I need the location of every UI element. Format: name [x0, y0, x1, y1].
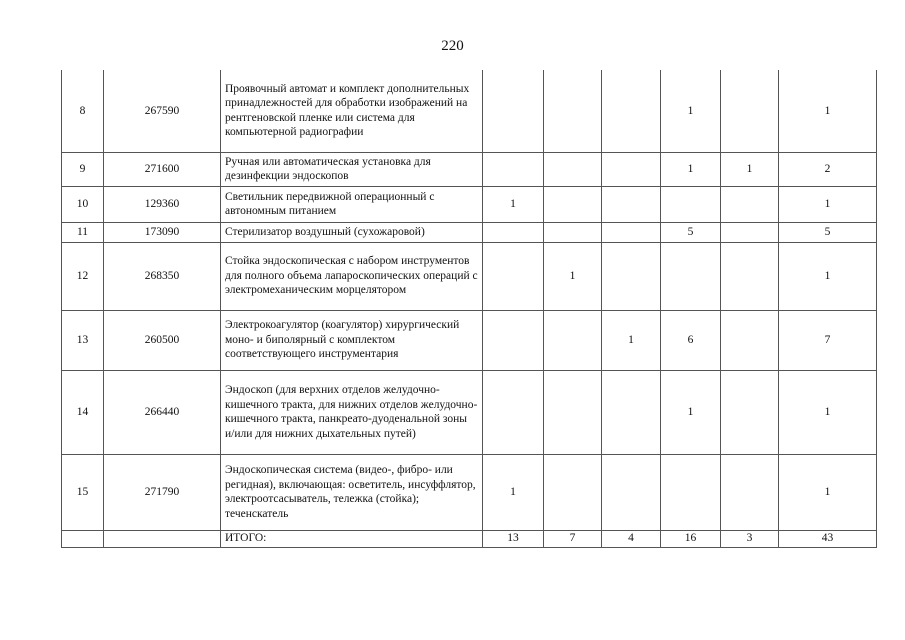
cell-q4: 6: [661, 310, 721, 370]
cell-code: 266440: [104, 370, 221, 454]
cell-q5: [721, 186, 779, 222]
cell-q3: [602, 70, 661, 152]
cell-q4: 1: [661, 370, 721, 454]
cell-code: 260500: [104, 310, 221, 370]
cell-total: 1: [779, 454, 877, 530]
cell-no: 14: [62, 370, 104, 454]
cell-code: 271790: [104, 454, 221, 530]
cell-q4: 1: [661, 152, 721, 186]
table-row: [62, 186, 877, 222]
cell-q4: [661, 242, 721, 310]
cell-q4: 1: [661, 70, 721, 152]
table-row: [62, 310, 877, 370]
cell-q1: 1: [483, 186, 544, 222]
totals-label: ИТОГО:: [221, 530, 483, 547]
table-body: [62, 70, 877, 547]
cell-total: 1: [779, 370, 877, 454]
totals-q5: 3: [721, 530, 779, 547]
cell-name: Стойка эндоскопическая с набором инструментов для полного объема лапароскопических операций с электромеханическим морцелятором: [221, 242, 483, 310]
cell-name: Светильник передвижной операционный с автономным питанием: [221, 186, 483, 222]
cell-code: 271600: [104, 152, 221, 186]
cell-q4: [661, 186, 721, 222]
cell-q2: [544, 370, 602, 454]
cell-q3: [602, 222, 661, 242]
cell-total: 2: [779, 152, 877, 186]
cell-q1: [483, 242, 544, 310]
cell-total: 1: [779, 70, 877, 152]
table-row: [62, 242, 877, 310]
cell-q1: [483, 70, 544, 152]
cell-name: Проявочный автомат и комплект дополнительных принадлежностей для обработки изображений на рентгеновской пленке или система для компьютерной радиографии: [221, 70, 483, 152]
cell-no: 12: [62, 242, 104, 310]
cell-q5: [721, 222, 779, 242]
cell-no: 8: [62, 70, 104, 152]
totals-q3: 4: [602, 530, 661, 547]
table-row: [62, 70, 877, 152]
cell-q2: [544, 310, 602, 370]
cell-no: 10: [62, 186, 104, 222]
totals-q2: 7: [544, 530, 602, 547]
cell-q5: [721, 454, 779, 530]
cell-q3: [602, 186, 661, 222]
cell-q2: [544, 152, 602, 186]
table-row: [62, 152, 877, 186]
cell-q5: [721, 310, 779, 370]
cell-no: 13: [62, 310, 104, 370]
cell-q2: 1: [544, 242, 602, 310]
cell-name: Электрокоагулятор (коагулятор) хирургический моно- и биполярный с комплектом соответствующего инструментария: [221, 310, 483, 370]
cell-q4: [661, 454, 721, 530]
cell-q3: 1: [602, 310, 661, 370]
page-number: 220: [441, 38, 464, 54]
cell-total: 1: [779, 186, 877, 222]
table-row: [62, 454, 877, 530]
cell-no: 15: [62, 454, 104, 530]
cell-no: 9: [62, 152, 104, 186]
cell-name: Ручная или автоматическая установка для дезинфекции эндоскопов: [221, 152, 483, 186]
cell-q5: [721, 70, 779, 152]
cell-total: 7: [779, 310, 877, 370]
cell-no: 11: [62, 222, 104, 242]
cell-q4: 5: [661, 222, 721, 242]
table-row: [62, 370, 877, 454]
cell-q2: [544, 186, 602, 222]
totals-row: [62, 530, 877, 547]
totals-q1: 13: [483, 530, 544, 547]
cell-q1: [483, 310, 544, 370]
cell-q2: [544, 222, 602, 242]
cell-q2: [544, 454, 602, 530]
totals-q4: 16: [661, 530, 721, 547]
cell-name: Эндоскоп (для верхних отделов желудочно-кишечного тракта, для нижних отделов желудочно-кишечного тракта, панкреато-дуоденальной зоны и/или для нижних дыхательных путей): [221, 370, 483, 454]
cell-q1: 1: [483, 454, 544, 530]
cell-total: 1: [779, 242, 877, 310]
cell-name: Эндоскопическая система (видео-, фибро- или регидная), включающая: осветитель, инсуффлятор, электроотсасыватель, тележка (стойка); теченскатель: [221, 454, 483, 530]
table-row: [62, 222, 877, 242]
cell-code: 173090: [104, 222, 221, 242]
cell-q1: [483, 222, 544, 242]
cell-q3: [602, 242, 661, 310]
cell-q5: [721, 242, 779, 310]
totals-empty-cell: [104, 530, 221, 547]
cell-name: Стерилизатор воздушный (сухожаровой): [221, 222, 483, 242]
cell-code: 268350: [104, 242, 221, 310]
totals-total: 43: [779, 530, 877, 547]
totals-empty-cell: [62, 530, 104, 547]
cell-q3: [602, 152, 661, 186]
cell-q5: 1: [721, 152, 779, 186]
cell-q2: [544, 70, 602, 152]
cell-q5: [721, 370, 779, 454]
equipment-table: [61, 70, 877, 548]
cell-code: 129360: [104, 186, 221, 222]
cell-q3: [602, 454, 661, 530]
cell-code: 267590: [104, 70, 221, 152]
cell-q1: [483, 370, 544, 454]
cell-q1: [483, 152, 544, 186]
cell-q3: [602, 370, 661, 454]
cell-total: 5: [779, 222, 877, 242]
